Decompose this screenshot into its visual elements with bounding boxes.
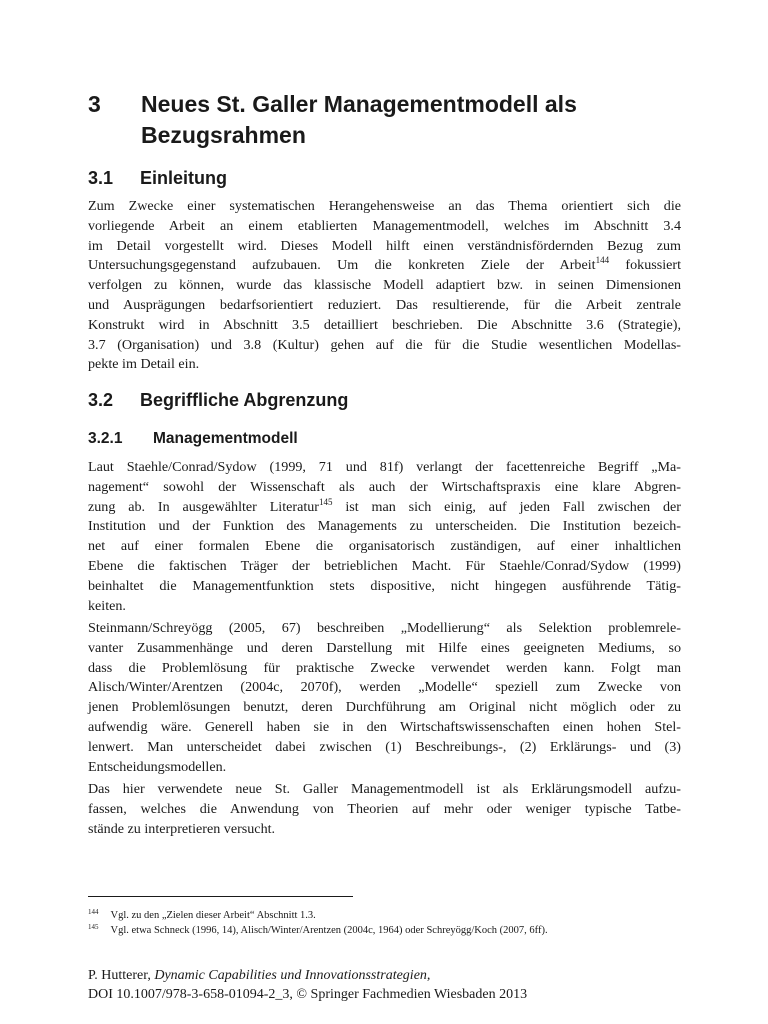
section-title: Einleitung [140, 168, 227, 188]
text-line: aufwendig wäre. Generell haben sie in den Wirtschaftswissenschaften einen hohen Stel- [88, 718, 681, 735]
text-line: Laut Staehle/Conrad/Sydow (1999, 71 und 81f) verlangt der facettenreiche Begriff „Ma- [88, 459, 681, 475]
footnote-mark: 144 [88, 908, 99, 916]
footnote-mark: 145 [88, 923, 99, 931]
footer-citation-line [88, 966, 527, 985]
text-line: 3.7 (Organisation) und 3.8 (Kultur) gehen auf die für die Studie wesentlichen Modellas- [88, 336, 681, 353]
text-line: lenwert. Man unterscheidet dabei zwischen (1) Beschreibungs-, (2) Erklärungs- und (3) [88, 738, 681, 755]
text-line: nagement“ sowohl der Wissenschaft als auch der Wirtschaftspraxis eine klare Abgren- [88, 478, 681, 495]
subsection-title: Managementmodell [153, 430, 298, 447]
footnote-separator [88, 896, 353, 897]
chapter-number: 3 [88, 91, 101, 117]
text-line: Zum Zwecke einer systematischen Herangehensweise an das Thema orientiert sich die [88, 198, 681, 214]
text-line [88, 256, 681, 276]
text-line [88, 498, 681, 518]
paragraph-erklaerungsmodell [88, 780, 681, 839]
text-line: und Ausprägungen bedarfsorientiert reduziert. Das resultierende, für die Arbeit zentrale [88, 296, 681, 313]
text-line: beinhaltet die Managementfunktion stets dispositive, nicht hingegen ausführende Tätig- [88, 577, 681, 594]
text-segment: Untersuchungsgegenstand aufzubauen. Um die konkreten Ziele der Arbeit [88, 257, 596, 274]
text-line: Entscheidungsmodellen. [88, 758, 227, 775]
text-line: stände zu interpretieren versucht. [88, 820, 276, 837]
text-line: fassen, welches die Anwendung von Theorien auf mehr oder weniger typische Tatbe- [88, 800, 681, 817]
footnote-reference: 144 [595, 255, 610, 266]
text-line: pekte im Detail ein. [88, 356, 200, 373]
text-line: dass die Problemlösung für praktische Zwecke verwendet werden kann. Folgt man [88, 659, 681, 676]
text-line: Ebene die faktischen Träger der betrieblichen Macht. Für Staehle/Conrad/Sydow (1999) [88, 557, 681, 574]
text-line: Das hier verwendete neue St. Galler Managementmodell ist als Erklärungsmodell aufzu- [88, 781, 681, 797]
footer-book-title: Dynamic Capabilities und Innovationsstrategien, [154, 968, 431, 983]
text-segment: fokussiert [625, 257, 681, 274]
paragraph-einleitung [88, 197, 681, 375]
subsection-number: 3.2.1 [88, 430, 123, 447]
text-line: Institution und der Funktion des Managements zu unterscheiden. Die Institution bezeich- [88, 518, 681, 535]
footnote-reference: 145 [319, 496, 333, 507]
section-number: 3.2 [88, 390, 114, 410]
page-footer [88, 966, 527, 1004]
text-line: vorliegende Arbeit an einem etablierten Managementmodell, welches im Abschnitt 3.4 [88, 217, 681, 234]
footnote-text: Vgl. zu den „Zielen dieser Arbeit“ Abschnitt 1.3. [110, 910, 316, 921]
text-line: Konstrukt wird in Abschnitt 3.5 detailliert beschrieben. Die Abschnitte 3.6 (Strategie), [88, 316, 681, 333]
footnote [88, 920, 548, 938]
text-line: vanter Zusammenhänge und deren Darstellung mit Hilfe eines geeigneten Mediums, so [88, 639, 681, 656]
text-line: keiten. [88, 597, 126, 614]
paragraph-management-begriff [88, 458, 681, 616]
footnote-text: Vgl. etwa Schneck (1996, 14), Alisch/Winter/Arentzen (2004c, 1964) oder Schreyögg/Koch (2007, 6ff). [110, 925, 548, 936]
chapter-title-line: Neues St. Galler Managementmodell als [141, 91, 577, 117]
text-segment: zung ab. In ausgewählter Literatur [88, 498, 319, 515]
chapter-title [141, 89, 681, 151]
paragraph-modellierung [88, 619, 681, 777]
text-line: Alisch/Winter/Arentzen (2004c, 2070f), werden „Modelle“ speziell zum Zwecke von [88, 679, 681, 696]
section-title: Begriffliche Abgrenzung [140, 390, 349, 410]
text-line: jenen Problemlösungen benutzt, deren Durchführung am Original nicht möglich oder zu [88, 699, 681, 716]
text-line: net auf einer formalen Ebene die organisatorisch zuständigen, auf einer inhaltlichen [88, 538, 681, 555]
footer-doi: DOI 10.1007/978-3-658-01094-2_3, © Springer Fachmedien Wiesbaden 2013 [88, 987, 528, 1002]
chapter-title-line: Bezugsrahmen [141, 122, 306, 148]
footer-author: P. Hutterer, [88, 968, 155, 983]
text-segment: ist man sich einig, auf jeden Fall zwischen der [345, 498, 681, 515]
text-line: im Detail vorgestellt wird. Dieses Modell hilft einen verständnisfördernden Bezug zum [88, 237, 681, 254]
section-number: 3.1 [88, 168, 114, 188]
text-line: Steinmann/Schreyögg (2005, 67) beschreiben „Modellierung“ als Selektion problemrele- [88, 620, 681, 636]
text-line: verfolgen zu können, wurde das klassische Modell adaptiert bzw. in seinen Dimensionen [88, 277, 681, 294]
